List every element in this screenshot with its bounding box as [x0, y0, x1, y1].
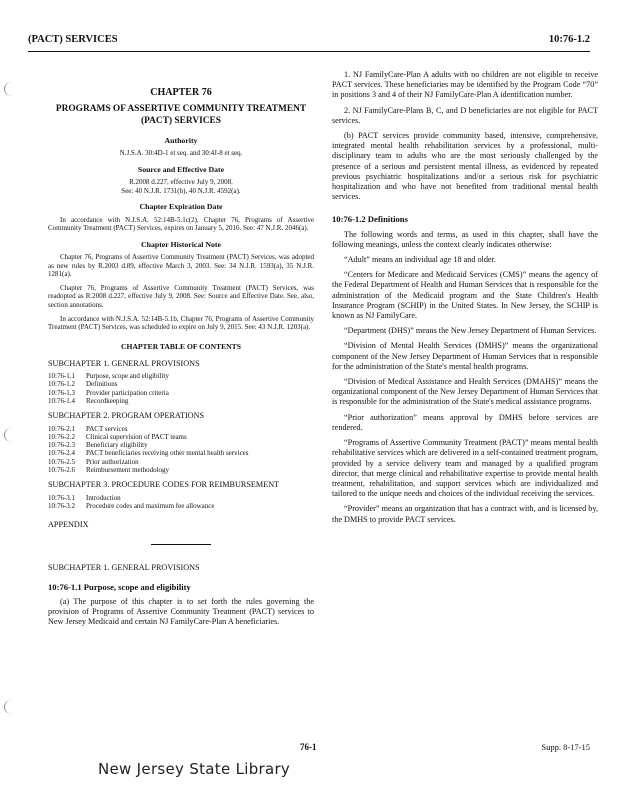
toc-list — [48, 372, 314, 405]
toc-item: 10:76-1.1 Purpose, scope and eligibility — [48, 372, 169, 381]
toc-item: 10:76-3.2 Procedure codes and maximum fee allowance — [48, 501, 215, 510]
source-text: R.2008 d.227, effective July 9, 2008. — [129, 178, 233, 187]
source-text: See: 40 N.J.R. 1731(b), 40 N.J.R. 4592(a). — [121, 186, 241, 195]
binding-hole-mark — [4, 82, 19, 96]
definition: “Provider” means an organization that has a contract with, and is licensed by, the DMHS to provide PACT services. — [332, 504, 598, 524]
toc-subchapter: SUBCHAPTER 2. PROGRAM OPERATIONS — [48, 411, 205, 421]
definition: “Prior authorization” means approval by DMHS before services are rendered. — [332, 412, 598, 432]
definition: “Adult” means an individual age 18 and older. — [344, 255, 496, 265]
toc-heading: CHAPTER TABLE OF CONTENTS — [121, 341, 241, 351]
body-paragraph: 2. NJ FamilyCare-Plans B, C, and D beneficiaries are not eligible for PACT services. — [332, 105, 598, 125]
body-paragraph: The following words and terms, as used in this chapter, shall have the following meanings, unless the context clearly indicates otherwise: — [332, 229, 598, 249]
source-heading: Source and Effective Date — [137, 165, 225, 174]
chapter-number: CHAPTER 76 — [150, 87, 212, 98]
header-section: 10:76-1.2 — [548, 34, 590, 45]
history-note: Chapter 76, Programs of Assertive Community Treatment (PACT) Services, was readopted as R.2008 d.227, effective July 9, 2008. See: Source and Effective Date. See, also, section annotations. — [48, 283, 314, 309]
authority-heading: Authority — [164, 136, 198, 146]
chapter-title: PROGRAMS OF ASSERTIVE COMMUNITY TREATMENT (PACT) SERVICES — [55, 104, 307, 126]
binding-hole-mark — [4, 428, 19, 442]
definition: “Centers for Medicare and Medicaid Services (CMS)” means the agency of the Federal Department of Health and Human Services that is responsible for the administration of the Medicaid program and the State Children's Health Insurance Program (SCHIP) in the United States. In New Jersey, the SCHIP is known as NJ FamilyCare. — [332, 270, 598, 321]
toc-item: 10:76-2.5 Prior authorization — [48, 457, 139, 466]
body-paragraph: (a) The purpose of this chapter is to set forth the rules governing the provision of Programs of Assertive Community Treatment (PACT) services to New Jersey Medicaid and certain NJ FamilyCare-Plan A beneficiaries. — [48, 596, 314, 627]
expiration-text: In accordance with N.J.S.A. 52:14B-5.1c(2), Chapter 76, Programs of Assertive Community Treatment (PACT) Services, expires on January 5, 2016. See: 47 N.J.R. 2046(a). — [48, 215, 314, 233]
left-column — [48, 70, 314, 632]
toc-subchapter: SUBCHAPTER 1. GENERAL PROVISIONS — [48, 358, 200, 368]
toc-subchapter: SUBCHAPTER 3. PROCEDURE CODES FOR REIMBURSEMENT — [48, 480, 280, 490]
definition: “Division of Mental Health Services (DMHS)” means the organizational component of the New Jersey Department of Human Services that is responsible for the administration of the State's mental health programs. — [332, 341, 598, 371]
toc-item: 10:76-2.6 Reimbursement methodology — [48, 466, 170, 475]
toc-item: 10:76-3.1 Introduction — [48, 493, 121, 502]
header-title: (PACT) SERVICES — [28, 34, 118, 45]
history-heading: Chapter Historical Note — [141, 239, 221, 249]
toc-item: 10:76-2.3 Beneficiary eligibility — [48, 441, 148, 450]
page-number: 76-1 — [300, 742, 317, 752]
expiration-heading: Chapter Expiration Date — [139, 202, 223, 212]
toc-item: 10:76-1.2 Definitions — [48, 380, 118, 389]
history-note: In accordance with N.J.S.A. 52:14B-5.1b, Chapter 76, Programs of Assertive Community Treatment (PACT) Services, was scheduled to expire on July 9, 2015. See: 43 N.J.R. 1203(a). — [48, 314, 314, 332]
running-header — [28, 33, 590, 52]
authority-text: N.J.S.A. 30:4D-1 et seq. and 30:4J-8 et seq. — [119, 149, 243, 158]
toc-item: 10:76-2.2 Clinical supervision of PACT teams — [48, 432, 187, 441]
toc-item: 10:76-1.4 Recordkeeping — [48, 397, 129, 406]
toc-item: 10:76-2.4 PACT beneficiaries receiving other mental health services — [48, 449, 249, 458]
body-paragraph: (b) PACT services provide community based, intensive, comprehensive, integrated mental health rehabilitation services by a professional, multi-disciplinary team to adults who are the most seriously challenged by the presence of a serious and persistent mental illness, as evidenced by repeated previous psychiatric hospitalizations and/or a serious risk for psychiatric hospitalization and who have not benefited from traditional mental health services. — [332, 131, 598, 202]
section-divider — [151, 544, 211, 545]
library-watermark: New Jersey State Library — [98, 760, 291, 778]
toc-appendix: APPENDIX — [48, 520, 89, 530]
toc-list — [48, 494, 314, 511]
toc-item: 10:76-2.1 PACT services — [48, 424, 128, 433]
section-heading: 10:76-1.2 Definitions — [332, 214, 408, 225]
supplement-date: Supp. 8-17-15 — [541, 742, 590, 752]
section-heading: 10:76-1.1 Purpose, scope and eligibility — [48, 581, 191, 592]
binding-hole-mark — [4, 700, 19, 714]
toc-item: 10:76-1.3 Provider participation criteria — [48, 388, 169, 397]
definition: “Division of Medical Assistance and Health Services (DMAHS)” means the organizational component of the New Jersey Department of Human Services that is responsible for the administration of the State's medical assistance programs. — [332, 377, 598, 407]
subchapter-heading: SUBCHAPTER 1. GENERAL PROVISIONS — [48, 563, 200, 573]
definition: “Department (DHS)” means the New Jersey Department of Human Services. — [344, 326, 597, 336]
right-column — [332, 70, 598, 530]
body-paragraph: 1. NJ FamilyCare-Plan A adults with no children are not eligible to receive PACT services. These beneficiaries may be identified by the Program Code “70” in positions 3 and 4 of their NJ FamilyCare-Plan A identification number. — [332, 70, 598, 100]
history-note: Chapter 76, Programs of Assertive Community Treatment (PACT) Services, was adopted as new rules by R.2003 d.89, effective March 3, 2003. See: 34 N.J.R. 1593(a), 35 N.J.R. 1281(a). — [48, 252, 314, 279]
definition: “Programs of Assertive Community Treatment (PACT)” means mental health rehabilitative services which are delivered in a self-contained treatment program, provided by a service delivery team and managed by a qualified program director, that merge clinical and rehabilitative expertise to provide mental health treatment, rehabilitation, and support services which are individualized and tailored to the unique needs and choices of the individual receiving the services. — [332, 438, 598, 499]
toc-list — [48, 425, 314, 475]
